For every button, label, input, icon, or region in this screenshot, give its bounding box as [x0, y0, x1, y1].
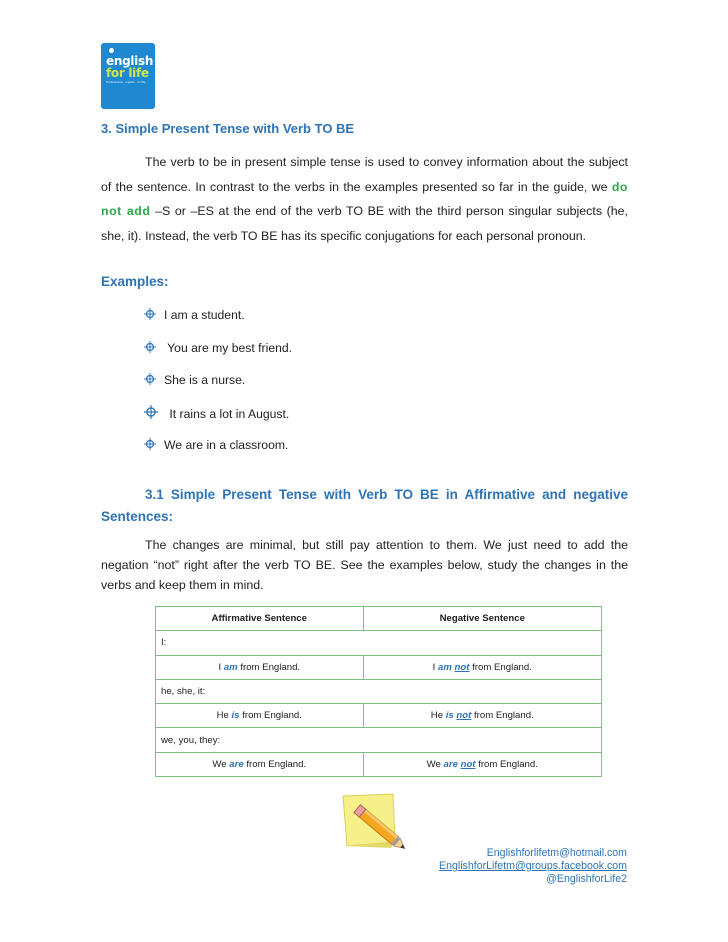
compass-bullet-icon: [144, 405, 158, 419]
affirmative-cell: [156, 655, 364, 679]
table-group-row: [156, 679, 602, 703]
example-text: I am a student.: [164, 308, 245, 322]
table-group-row: [156, 631, 602, 655]
example-item: [144, 341, 292, 355]
compass-bullet-icon: [144, 308, 156, 320]
negation-text: not: [460, 758, 476, 770]
compass-bullet-icon: [144, 373, 156, 385]
table-row: [156, 655, 602, 679]
verb-text: is: [231, 710, 240, 722]
affirmative-cell: [156, 752, 364, 776]
example-item: [144, 373, 245, 387]
logo-tagline: Professional · english · for life: [106, 80, 146, 84]
logo-dot-icon: [109, 48, 114, 53]
subject-text: We: [212, 758, 227, 770]
table-group-label: we, you, they:: [156, 728, 602, 752]
table-header-negative: Negative Sentence: [363, 607, 601, 631]
sticky-note-pencil-icon: [341, 792, 411, 860]
negative-cell: [363, 752, 601, 776]
affirmative-cell: [156, 704, 364, 728]
rest-text: from England.: [240, 661, 301, 673]
subject-text: He: [430, 710, 444, 722]
example-item: [144, 405, 289, 421]
example-item: [144, 438, 288, 452]
logo-line-2: for life: [106, 66, 149, 80]
english-for-life-logo: [101, 43, 155, 109]
verb-text: are: [443, 758, 458, 770]
intro-text-before: The verb to be in present simple tense is used to convey information about the subject of the sentence. In contrast to the verbs in the examples presented so far in the guide, we: [101, 155, 628, 194]
example-text: We are in a classroom.: [164, 438, 289, 452]
subject-text: He: [216, 710, 229, 722]
verb-to-be-table: [155, 606, 602, 777]
table-group-label: I:: [156, 631, 602, 655]
subject-text: I: [432, 661, 436, 673]
verb-text: am: [438, 661, 452, 673]
table-row: [156, 752, 602, 776]
rest-text: from England.: [246, 758, 307, 770]
negative-cell: [363, 655, 601, 679]
table-row: [156, 704, 602, 728]
rest-text: from England.: [242, 710, 302, 722]
intro-paragraph: [101, 150, 628, 248]
section-title: 3. Simple Present Tense with Verb TO BE: [101, 121, 355, 136]
contact-twitter[interactable]: @EnglishforLife2: [546, 873, 627, 885]
subsection-paragraph: The changes are minimal, but still pay attention to them. We just need to add the negation “not” right after the verb TO BE. See the examples below, study the changes in the verbs and keep them in mind.: [101, 538, 628, 592]
examples-heading: Examples:: [101, 274, 169, 289]
verb-text: is: [445, 710, 454, 722]
table-header-row: [156, 607, 602, 631]
verb-text: am: [223, 661, 238, 673]
example-text: She is a nurse.: [164, 373, 246, 387]
example-text: It rains a lot in August.: [166, 407, 290, 421]
table-group-label: he, she, it:: [156, 679, 602, 703]
intro-highlight: do not add: [101, 179, 628, 218]
example-item: [144, 308, 245, 322]
negation-text: not: [456, 710, 472, 722]
compass-bullet-icon: [144, 341, 156, 353]
subject-text: We: [426, 758, 441, 770]
example-text: You are my best friend.: [164, 341, 293, 355]
rest-text: from England.: [478, 758, 538, 770]
negation-text: not: [454, 661, 470, 673]
logo-line-1: english: [106, 54, 154, 68]
contact-info: [439, 847, 627, 886]
verb-text: are: [229, 758, 244, 770]
contact-email[interactable]: Englishforlifetm@hotmail.com: [486, 847, 627, 859]
subsection-title: 3.1 Simple Present Tense with Verb TO BE in Affirmative and negative Sentences:: [101, 487, 628, 524]
table-header-affirmative: Affirmative Sentence: [156, 607, 364, 631]
compass-bullet-icon: [144, 438, 156, 450]
rest-text: from England.: [472, 661, 532, 673]
subject-text: I: [218, 661, 222, 673]
table-group-row: [156, 728, 602, 752]
negative-cell: [363, 704, 601, 728]
rest-text: from England.: [474, 710, 534, 722]
contact-facebook-link[interactable]: EnglishforLifetm@groups.facebook.com: [439, 860, 627, 872]
intro-text-after: –S or –ES at the end of the verb TO BE with the third person singular subjects (he, she, it). Instead, the verb TO BE has its specific conjugations for each personal pronoun.: [101, 204, 628, 243]
